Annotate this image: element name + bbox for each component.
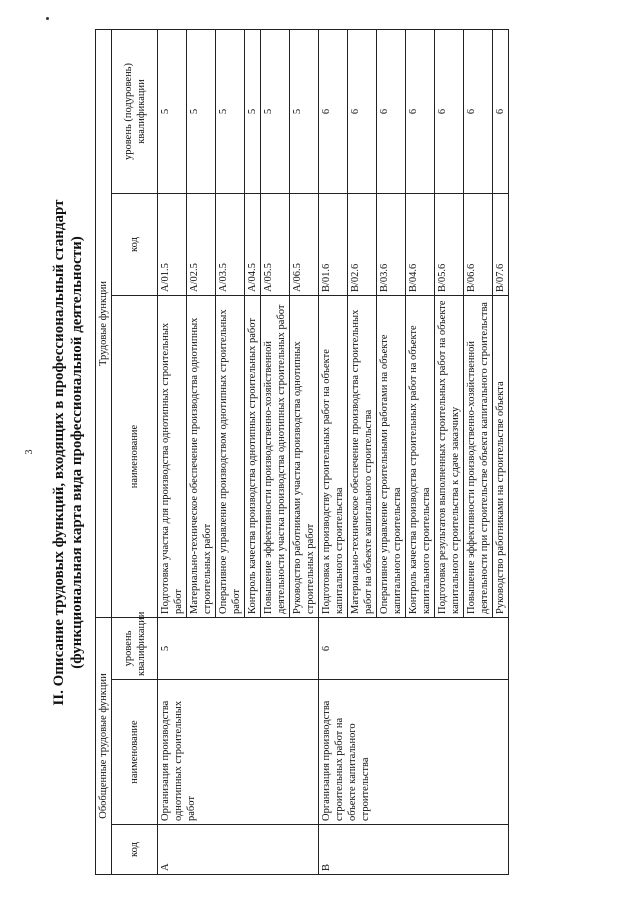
function-code: B/05.6 bbox=[435, 194, 464, 296]
header-generalized: Обобщенные трудовые функции bbox=[96, 618, 112, 875]
group-name: Организация производства строительных работ на объекте капитального строительства bbox=[319, 680, 509, 825]
function-level: 6 bbox=[493, 29, 509, 193]
title-line-1: II. Описание трудовых функций, входящих в профессиональный стандарт bbox=[51, 199, 67, 706]
table-body bbox=[158, 29, 509, 874]
function-level: 6 bbox=[348, 29, 377, 193]
function-level: 5 bbox=[261, 29, 290, 193]
function-code: B/01.6 bbox=[319, 194, 348, 296]
function-name: Контроль качества производства однотипных строительных работ bbox=[245, 296, 261, 618]
function-name: Оперативное управление строительными работами на объекте капитального строительства bbox=[377, 296, 406, 618]
table-row bbox=[158, 29, 187, 874]
scan-dot bbox=[46, 17, 49, 20]
function-code: B/07.6 bbox=[493, 194, 509, 296]
header-function-name: наименование bbox=[112, 296, 158, 618]
group-name: Организация производства однотипных строительных работ bbox=[158, 680, 319, 825]
function-code: B/03.6 bbox=[377, 194, 406, 296]
header-name: наименование bbox=[112, 680, 158, 825]
function-level: 5 bbox=[187, 29, 216, 193]
function-code: B/04.6 bbox=[406, 194, 435, 296]
function-name: Повышение эффективности производственно-хозяйственной деятельности при строительстве объекта капитального строительства bbox=[464, 296, 493, 618]
function-level: 6 bbox=[319, 29, 348, 193]
function-name: Оперативное управление производством однотипных строительных работ bbox=[216, 296, 245, 618]
function-level: 6 bbox=[435, 29, 464, 193]
group-level: 5 bbox=[158, 618, 319, 680]
function-code: A/05.5 bbox=[261, 194, 290, 296]
header-level: уровень квалификации bbox=[112, 618, 158, 680]
function-level: 5 bbox=[158, 29, 187, 193]
function-code: B/02.6 bbox=[348, 194, 377, 296]
rotated-page-content bbox=[50, 30, 630, 875]
function-code: A/06.5 bbox=[290, 194, 319, 296]
function-level: 6 bbox=[377, 29, 406, 193]
group-code: B bbox=[319, 825, 509, 875]
function-name: Повышение эффективности производственно-хозяйственной деятельности участка производства однотипных строительных работ bbox=[261, 296, 290, 618]
function-name: Подготовка к производству строительных работ на объекте капитального строительства bbox=[319, 296, 348, 618]
header-code: код bbox=[112, 825, 158, 875]
function-code: A/01.5 bbox=[158, 194, 187, 296]
function-code: A/04.5 bbox=[245, 194, 261, 296]
group-level: 6 bbox=[319, 618, 509, 680]
function-name: Подготовка участка для производства однотипных строительных работ bbox=[158, 296, 187, 618]
header-labor: Трудовые функции bbox=[96, 29, 112, 617]
function-level: 6 bbox=[406, 29, 435, 193]
functional-map-table bbox=[95, 29, 509, 875]
function-name: Материально-техническое обеспечение производства однотипных строительных работ bbox=[187, 296, 216, 618]
function-name: Материально-техническое обеспечение производства строительных работ на объекте капитального строительства bbox=[348, 296, 377, 618]
function-level: 5 bbox=[216, 29, 245, 193]
function-level: 5 bbox=[245, 29, 261, 193]
header-sublevel: уровень (подуровень) квалификации bbox=[112, 29, 158, 193]
table-row bbox=[319, 29, 348, 874]
function-name: Руководство работниками на строительстве объекта bbox=[493, 296, 509, 618]
function-name: Подготовка результатов выполненных строительных работ на объекте капитального строительства к сдаче заказчику bbox=[435, 296, 464, 618]
function-code: A/02.5 bbox=[187, 194, 216, 296]
function-code: A/03.5 bbox=[216, 194, 245, 296]
function-code: B/06.6 bbox=[464, 194, 493, 296]
function-name: Руководство работниками участка производства однотипных строительных работ bbox=[290, 296, 319, 618]
header-function-code: код bbox=[112, 194, 158, 296]
page-number: 3 bbox=[24, 449, 35, 455]
function-level: 6 bbox=[464, 29, 493, 193]
title-line-2: (функциональная карта вида профессиональной деятельности) bbox=[69, 236, 85, 669]
function-name: Контроль качества производства строительных работ на объекте капитального строительства bbox=[406, 296, 435, 618]
function-level: 5 bbox=[290, 29, 319, 193]
group-code: A bbox=[158, 825, 319, 875]
